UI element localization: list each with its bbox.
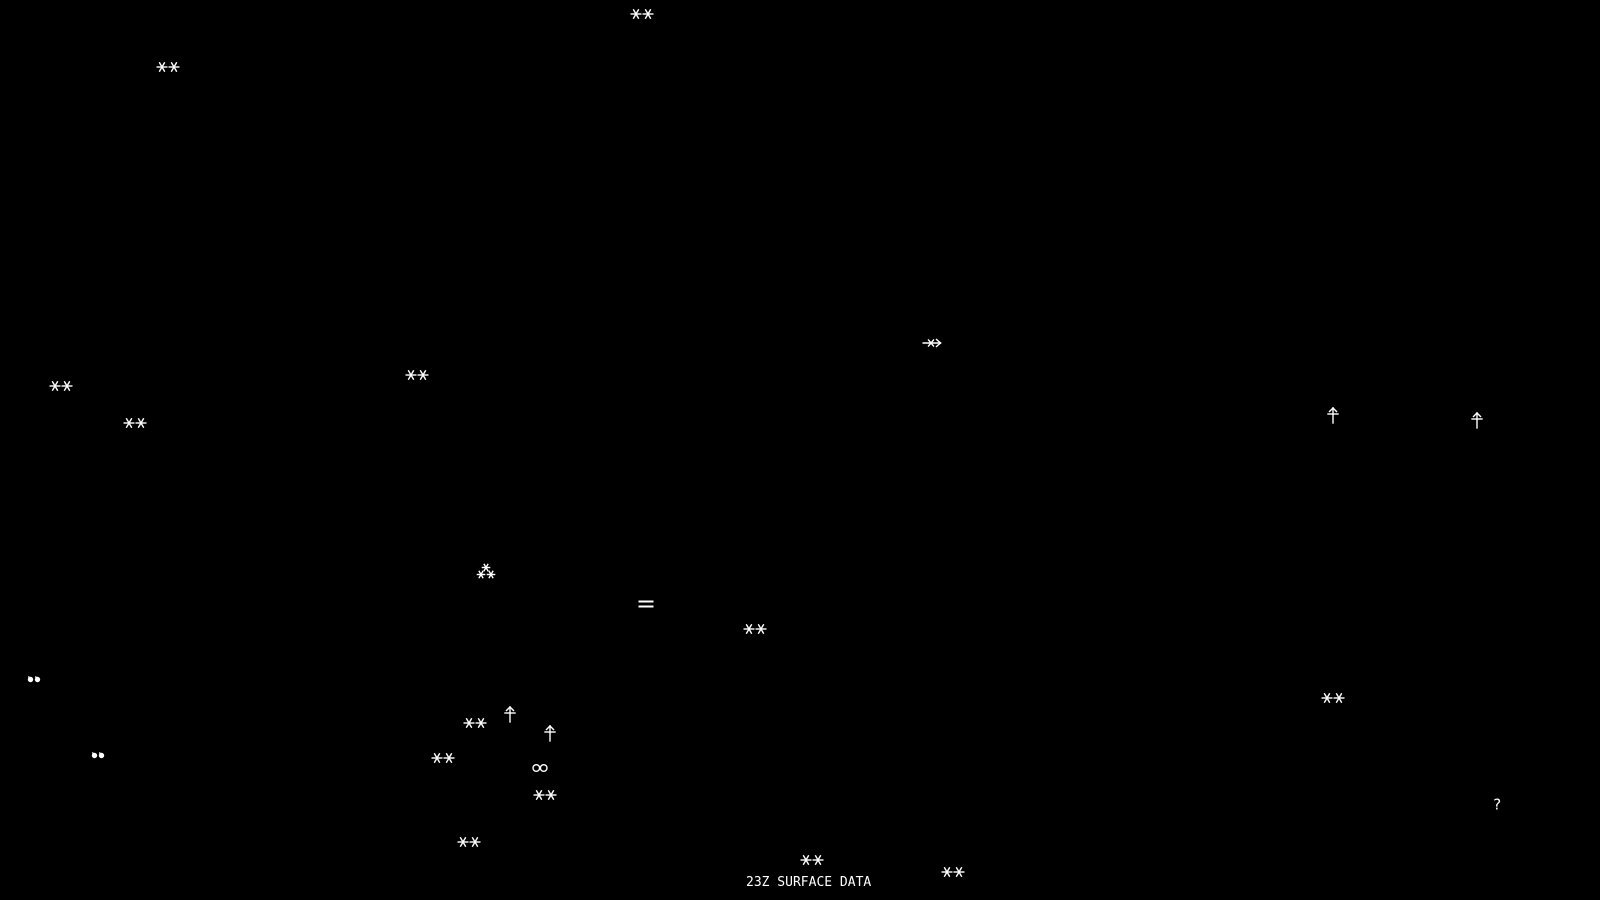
blowing-snow-arrow-icon bbox=[543, 724, 558, 743]
double-asterisk-snow-icon bbox=[123, 417, 147, 429]
double-asterisk-snow-icon bbox=[457, 836, 481, 848]
drifting-snow-arrow-icon bbox=[923, 337, 942, 350]
double-asterisk-snow-icon bbox=[630, 8, 654, 20]
double-asterisk-snow-icon bbox=[49, 380, 73, 392]
double-asterisk-snow-icon bbox=[405, 369, 429, 381]
double-asterisk-snow-icon bbox=[463, 717, 487, 729]
double-asterisk-snow-icon bbox=[941, 866, 965, 878]
blowing-snow-arrow-icon bbox=[1470, 411, 1485, 430]
blowing-snow-arrow-icon bbox=[503, 705, 518, 724]
double-asterisk-snow-icon bbox=[431, 752, 455, 764]
double-dot-precip-icon bbox=[91, 751, 105, 759]
double-asterisk-snow-icon bbox=[743, 623, 767, 635]
blowing-snow-arrow-icon bbox=[1326, 406, 1341, 425]
haze-infinity-icon bbox=[532, 763, 549, 773]
double-asterisk-snow-icon bbox=[1321, 692, 1345, 704]
double-asterisk-snow-icon bbox=[156, 61, 180, 73]
triple-asterisk-snow-icon bbox=[477, 564, 496, 579]
question-mark-glyph: ? bbox=[1492, 795, 1502, 814]
mist-equals-icon bbox=[639, 600, 654, 609]
double-asterisk-snow-icon bbox=[800, 854, 824, 866]
plot-caption: 23Z SURFACE DATA bbox=[746, 875, 872, 890]
double-dot-precip-icon bbox=[27, 675, 41, 683]
double-asterisk-snow-icon bbox=[533, 789, 557, 801]
